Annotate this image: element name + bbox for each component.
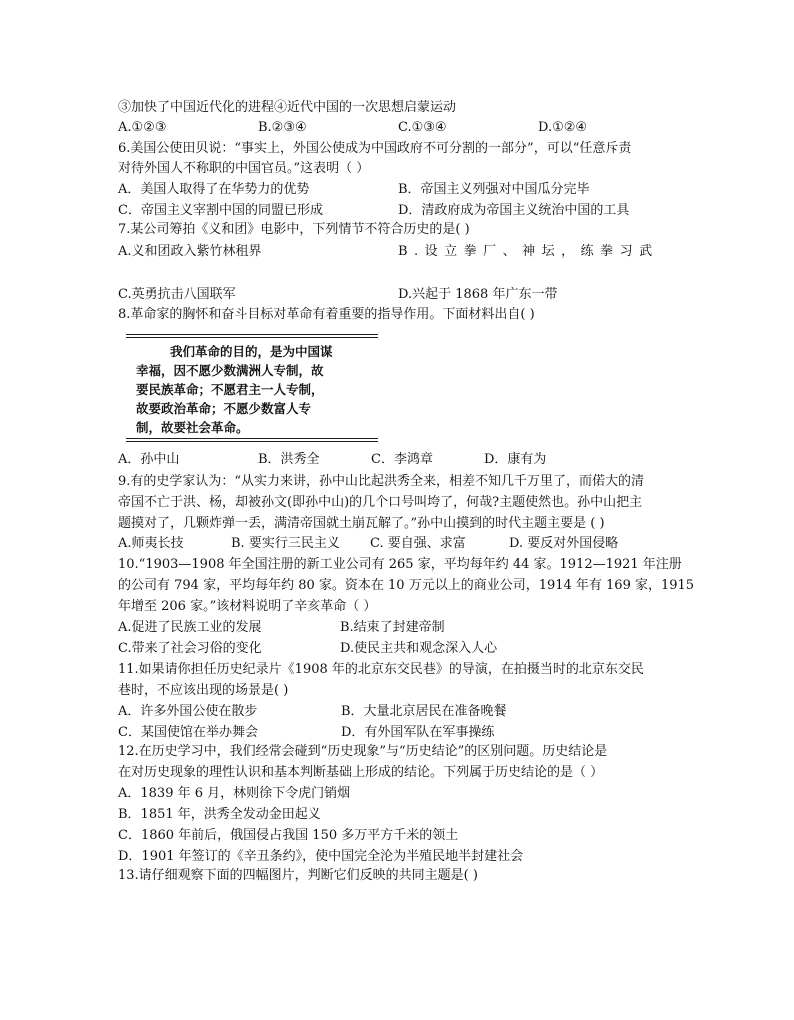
q8-stem: 8.革命家的胸怀和奋斗目标对革命有着重要的指导作用。下面材料出自( ) — [118, 307, 535, 322]
q8-option-a: A．孙中山 — [118, 452, 180, 467]
q5-option-a: A.①②③ — [118, 120, 167, 135]
q11-stem-line2: 巷时，不应该出现的场景是( ) — [118, 683, 289, 698]
q6-option-c: C．帝国主义宰割中国的同盟已形成 — [118, 203, 323, 218]
quote-line-2: 幸福，因不愿少数满洲人专制，故 — [136, 363, 324, 378]
q11-option-d: D．有外国军队在军事操练 — [341, 725, 495, 740]
q6-stem-line2: 对待外国人不称职的中国官员。”这表明（ ） — [118, 161, 370, 176]
q7-option-b: B.设立拳厂、神坛，练拳习武 — [398, 244, 659, 259]
quote-line-3: 要民族革命；不愿君主一人专制， — [136, 382, 324, 397]
q9-option-d: D. 要反对外国侵略 — [509, 536, 619, 551]
q6-option-b: B．帝国主义列强对中国瓜分完毕 — [398, 182, 590, 197]
q7-stem: 7.某公司筹拍《义和团》电影中，下列情节不符合历史的是( ) — [118, 222, 470, 237]
quote-line-4: 故要政治革命；不愿少数富人专 — [136, 401, 312, 416]
q10-stem-line3: 年增至 206 家。”该材料说明了辛亥革命（ ） — [118, 599, 377, 614]
q12-option-b: B．1851 年，洪秀全发动金田起义 — [118, 807, 321, 822]
q9-stem-line3: 题摸对了，几颗炸弹一丢，满清帝国就土崩瓦解了。”孙中山摸到的时代主题主要是 ( ) — [118, 516, 605, 531]
q8-option-d: D．康有为 — [484, 452, 547, 467]
q6-option-a: A．美国人取得了在华势力的优势 — [118, 182, 310, 197]
q6-stem-line1: 6.美国公使田贝说：“事实上，外国公使成为中国政府不可分割的一部分”，可以“任意斥责 — [118, 141, 632, 156]
q12-option-c: C．1860 年前后，俄国侵占我国 150 多万平方千米的领土 — [118, 828, 459, 843]
q9-stem-line1: 9.有的史学家认为：“从实力来讲，孙中山比起洪秀全来，相差不知几千万里了，而偌大的清 — [118, 474, 645, 489]
q5-option-c: C.①③④ — [398, 120, 447, 135]
quote-top-rule — [126, 334, 378, 338]
quote-line-5: 制，故要社会革命。 — [136, 420, 249, 435]
q9-option-a: A.师夷长技 — [118, 536, 184, 551]
q7-option-d: D.兴起于 1868 年广东一带 — [398, 287, 558, 302]
q6-option-d: D．清政府成为帝国主义统治中国的工具 — [398, 203, 630, 218]
q5-statement-line: ③加快了中国近代化的进程④近代中国的一次思想启蒙运动 — [118, 100, 457, 115]
q9-option-c: C. 要自强、求富 — [370, 536, 466, 551]
q12-option-a: A．1839 年 6 月，林则徐下令虎门销烟 — [118, 786, 351, 801]
q11-option-b: B．大量北京居民在准备晚餐 — [341, 704, 507, 719]
q9-stem-line2: 帝国不亡于洪、杨，却被孙文(即孙中山)的几个口号叫垮了，何哉?主题使然也。孙中山把主 — [118, 495, 643, 510]
quote-box — [126, 332, 378, 444]
q10-stem-line2: 的公司有 794 家，平均每年约 80 家。资本在 10 万元以上的商业公司，1914 年有 169 家，1915 — [118, 578, 695, 593]
quote-bottom-rule — [126, 438, 378, 442]
q8-option-c: C．李鸿章 — [371, 452, 433, 467]
q11-option-a: A．许多外国公使在散步 — [118, 704, 258, 719]
q12-stem-line1: 12.在历史学习中，我们经常会碰到“历史现象”与“历史结论”的区别问题。历史结论是 — [118, 744, 608, 759]
q10-option-c: C.带来了社会习俗的变化 — [118, 641, 262, 656]
q12-stem-line2: 在对历史现象的理性认识和基本判断基础上形成的结论。下列属于历史结论的是（ ） — [118, 765, 604, 780]
q5-option-d: D.①②④ — [538, 120, 588, 135]
q10-stem-line1: 10.“1903—1908 年全国注册的新工业公司有 265 家，平均每年约 44 家。1912—1921 年注册 — [118, 557, 682, 572]
q11-option-c: C．某国使馆在举办舞会 — [118, 725, 258, 740]
q10-option-a: A.促进了民族工业的发展 — [118, 620, 262, 635]
q11-stem-line1: 11.如果请你担任历史纪录片《1908 年的北京东交民巷》的导演，在拍摄当时的北京东交民 — [118, 662, 644, 677]
q7-option-c: C.英勇抗击八国联军 — [118, 287, 236, 302]
q8-option-b: B．洪秀全 — [258, 452, 320, 467]
q10-option-b: B.结束了封建帝制 — [340, 620, 445, 635]
q7-option-a: A.义和团政入紫竹林租界 — [118, 244, 262, 259]
q10-option-d: D.使民主共和观念深入人心 — [340, 641, 498, 656]
quote-line-1: 我们革命的目的，是为中国谋 — [170, 344, 333, 359]
q9-option-b: B. 要实行三民主义 — [231, 536, 340, 551]
q12-option-d: D．1901 年签订的《辛丑条约》，使中国完全沦为半殖民地半封建社会 — [118, 849, 524, 864]
q13-stem: 13.请仔细观察下面的四幅图片，判断它们反映的共同主题是( ) — [118, 868, 478, 883]
q5-option-b: B.②③④ — [258, 120, 307, 135]
